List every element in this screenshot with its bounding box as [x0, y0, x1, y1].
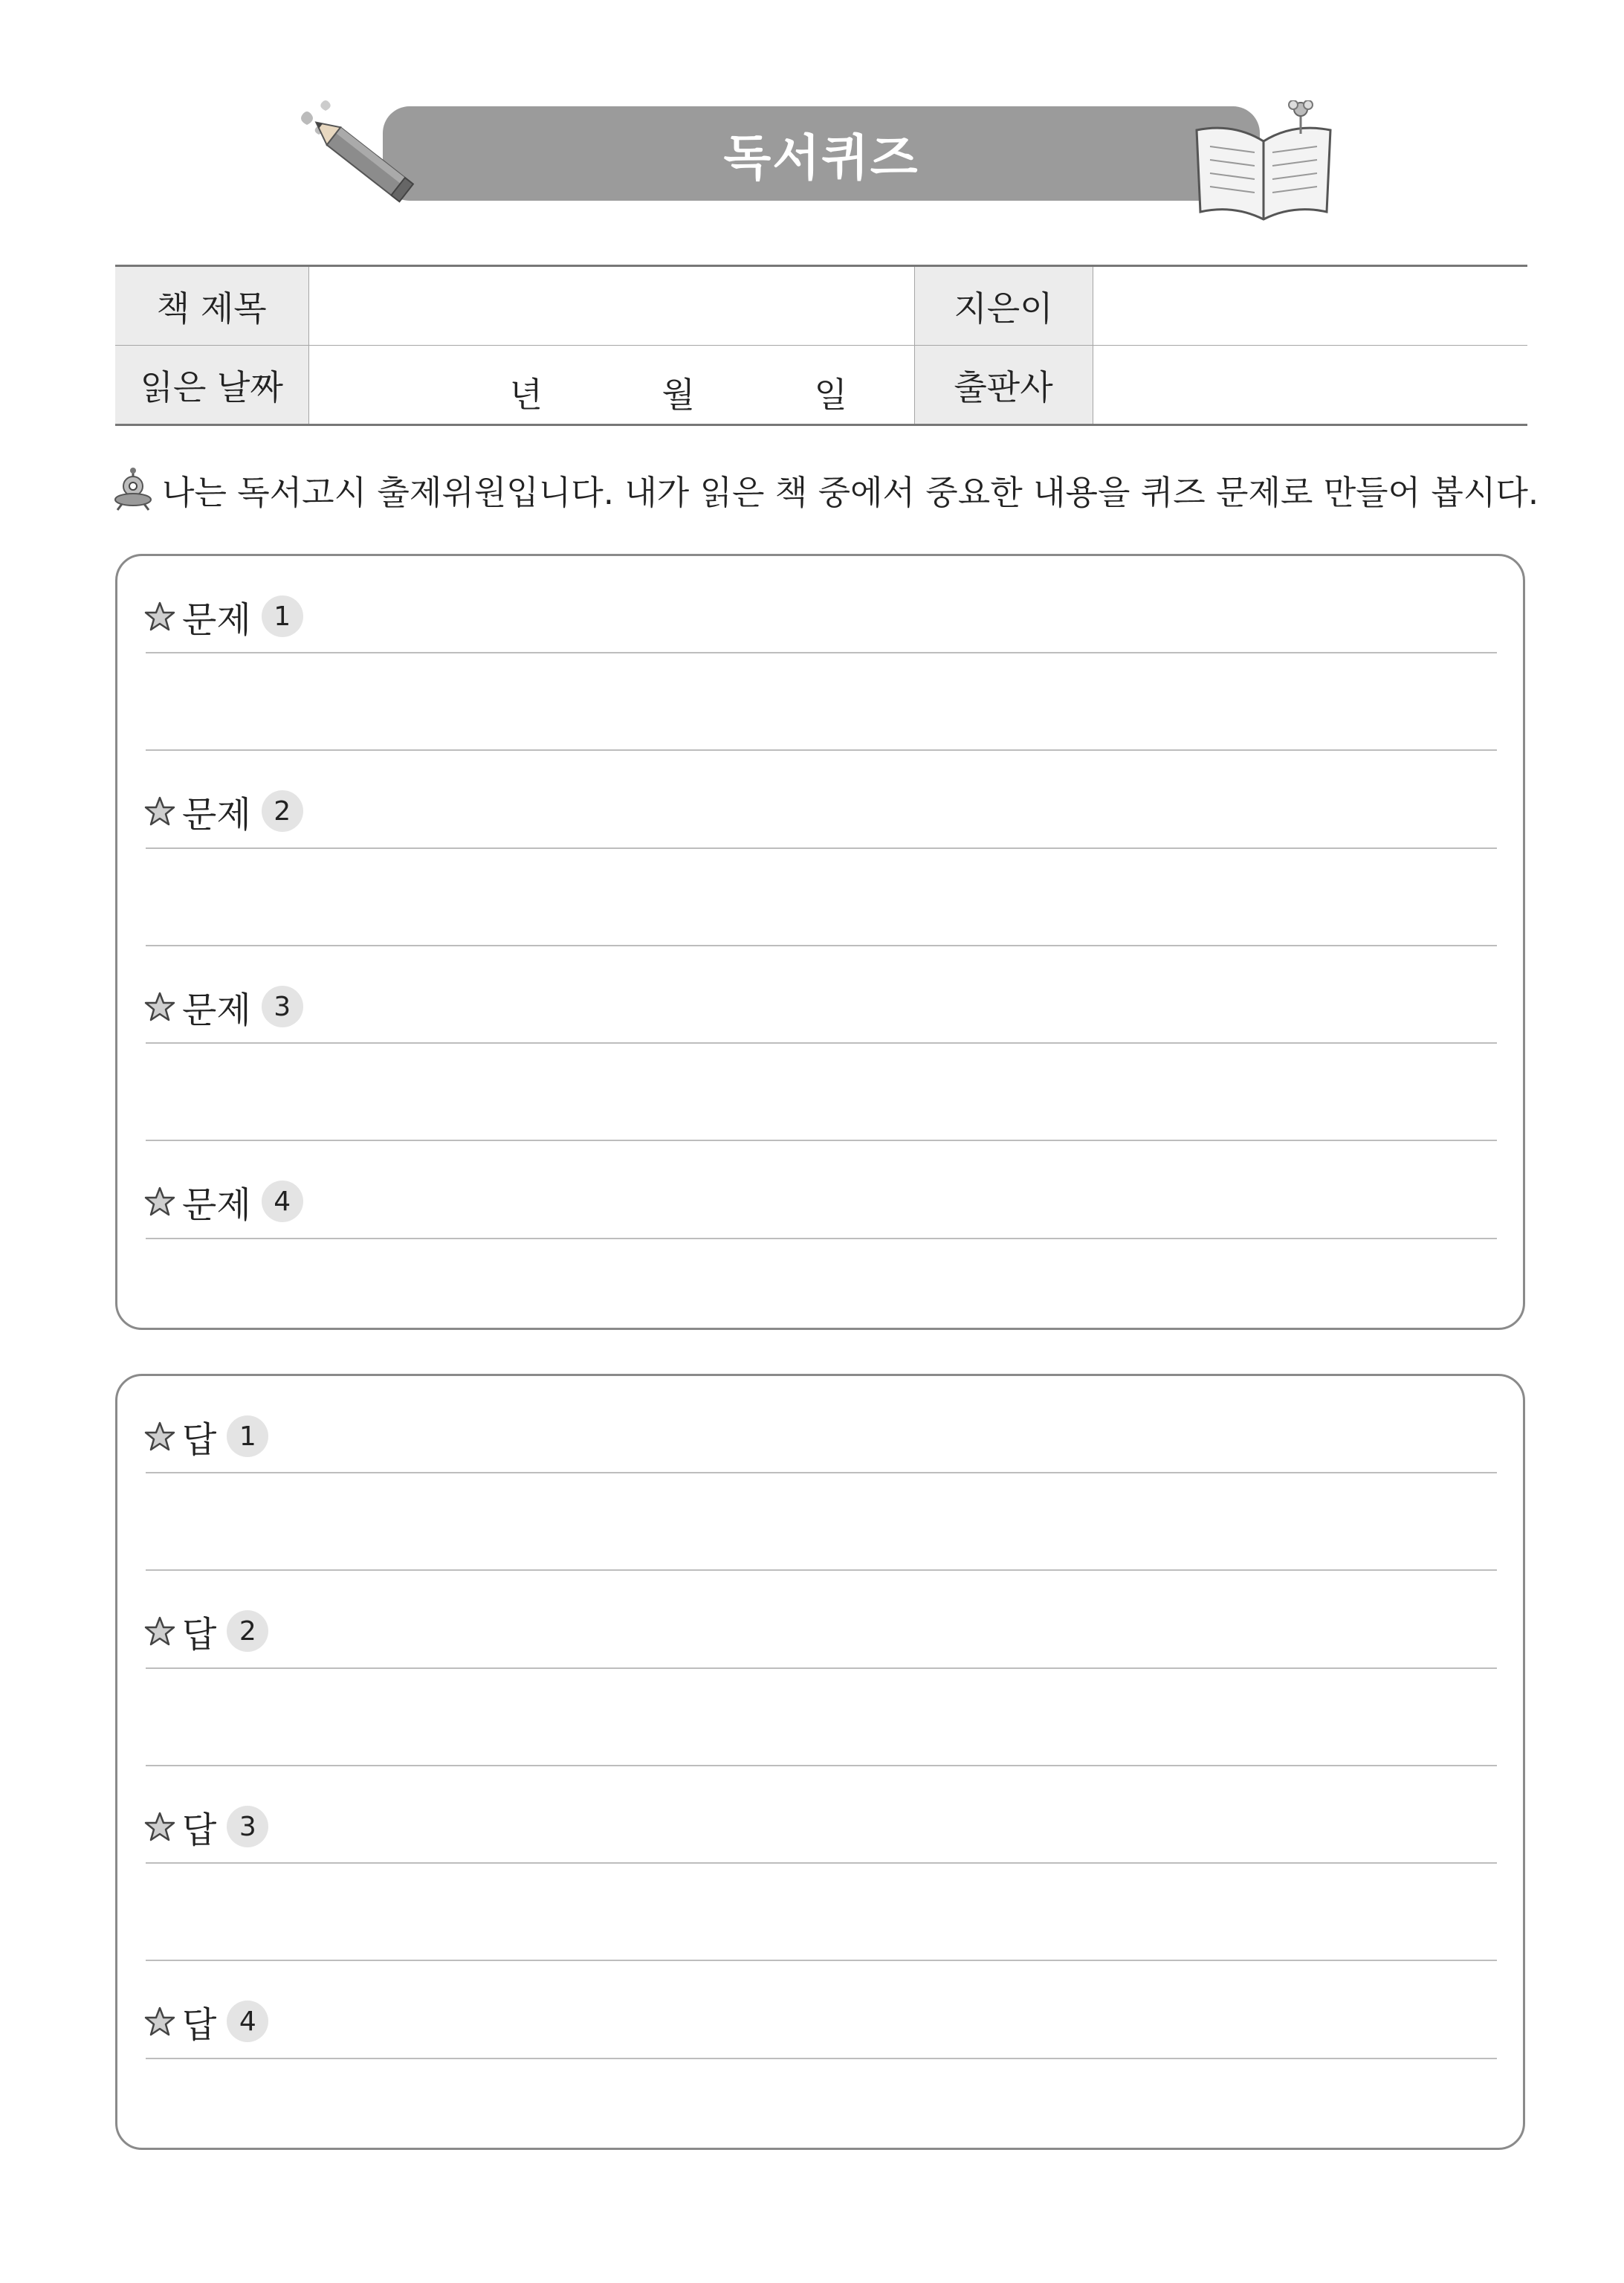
answer-line[interactable] — [146, 652, 1497, 653]
star-icon — [143, 795, 176, 827]
divider-line — [146, 749, 1497, 751]
answer-number-badge: 2 — [227, 1610, 268, 1652]
star-icon — [143, 990, 176, 1023]
answer-label: 답 — [182, 2003, 217, 2046]
book-title-row — [115, 266, 1527, 346]
answer-line[interactable] — [146, 1472, 1497, 1473]
divider-line — [146, 1140, 1497, 1141]
question-4-header — [143, 1179, 303, 1224]
question-label: 문제 — [182, 1184, 251, 1226]
answer-number-badge: 4 — [227, 2001, 268, 2042]
answer-line[interactable] — [146, 847, 1497, 849]
read-date-field[interactable] — [308, 346, 914, 425]
read-date-row — [115, 346, 1527, 425]
publisher-field[interactable] — [1093, 346, 1527, 425]
question-3-header — [143, 984, 303, 1029]
star-icon — [143, 2005, 176, 2038]
answer-label: 답 — [182, 1809, 217, 1851]
book-title-field[interactable] — [308, 266, 914, 346]
answer-number-badge: 1 — [227, 1415, 268, 1457]
question-number-badge: 4 — [262, 1181, 303, 1222]
divider-line — [146, 1569, 1497, 1571]
book-title-label: 책 제목 — [115, 266, 308, 346]
question-number-badge: 3 — [262, 986, 303, 1027]
questions-box — [115, 554, 1525, 1330]
answer-line[interactable] — [146, 2058, 1497, 2059]
answer-label: 답 — [182, 1418, 217, 1461]
question-2-header — [143, 789, 303, 836]
answer-line[interactable] — [146, 1042, 1497, 1044]
open-book-icon — [1189, 100, 1338, 227]
divider-line — [146, 1960, 1497, 1961]
question-label: 문제 — [182, 989, 251, 1031]
answer-number-badge: 3 — [227, 1806, 268, 1847]
answer-label: 답 — [182, 1613, 217, 1656]
pencil-icon — [286, 97, 427, 208]
star-icon — [143, 1420, 176, 1453]
author-field[interactable] — [1093, 266, 1527, 346]
instruction-line — [111, 459, 1539, 519]
publisher-label: 출판사 — [914, 346, 1093, 425]
book-info-table — [115, 265, 1527, 426]
answer-1-header — [143, 1414, 268, 1459]
question-number-badge: 1 — [262, 595, 303, 637]
answer-3-header — [143, 1804, 268, 1849]
answers-box — [115, 1374, 1525, 2150]
star-icon — [143, 1810, 176, 1843]
answer-line[interactable] — [146, 1238, 1497, 1239]
answer-line[interactable] — [146, 1862, 1497, 1864]
answer-2-header — [143, 1609, 268, 1656]
question-label: 문제 — [182, 793, 251, 836]
star-icon — [143, 1185, 176, 1218]
question-number-badge: 2 — [262, 790, 303, 832]
month-label: 월 — [661, 375, 695, 415]
star-icon — [143, 1615, 176, 1647]
alien-icon — [111, 467, 155, 511]
divider-line — [146, 1765, 1497, 1766]
instruction-text: 나는 독서고시 출제위원입니다. 내가 읽은 책 중에서 중요한 내용을 퀴즈 문제로 만들어 봅시다. — [162, 472, 1539, 512]
read-date-label: 읽은 날짜 — [115, 346, 308, 425]
page-title: 독서퀴즈 — [723, 129, 919, 187]
author-label: 지은이 — [914, 266, 1093, 346]
answer-line[interactable] — [146, 1667, 1497, 1669]
divider-line — [146, 945, 1497, 946]
day-label: 일 — [814, 375, 847, 415]
question-1-header — [143, 594, 303, 639]
star-icon — [143, 600, 176, 633]
question-label: 문제 — [182, 598, 251, 641]
answer-4-header — [143, 1999, 268, 2044]
year-label: 년 — [509, 375, 543, 415]
